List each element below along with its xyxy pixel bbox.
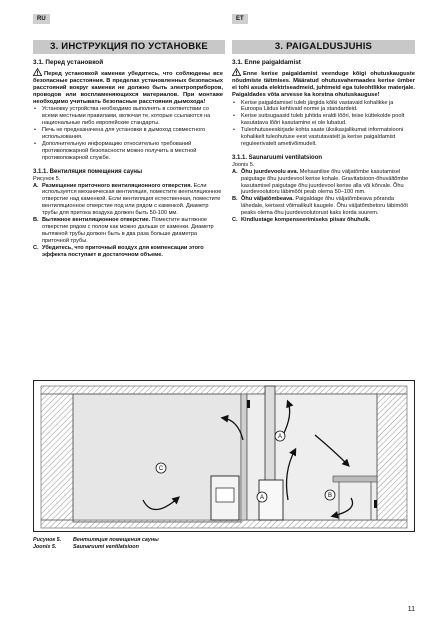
list-item: • Дополнительную информацию относительно требований противопожарной безопасности можно получить в местной противопожарной службе. <box>33 141 223 162</box>
subsection-title: 3.1.1. Вентиляция помещения сауны <box>33 168 143 175</box>
warning-paragraph: Перед установкой каменки убедитесь, что соблюдены все безопасные расстояния. В пределах установленных безопасных расстояний вокруг каменки не должно быть электроприборов, проводов или воспламеняющихся материалов. При монтаже необходимо учитывать безопасные расстояния дымохода! <box>33 68 223 106</box>
subsection-title: 3.1. Перед установкой <box>33 59 104 66</box>
svg-text:B: B <box>327 493 333 500</box>
list-item: • Установку устройства необходимо выполнять в соответствии со всеми местными правилами, включая те, которые ссылаются на национальные либо европейские стандарты. <box>33 106 223 127</box>
section-title-ru: 3. ИНСТРУКЦИЯ ПО УСТАНОВКЕ <box>33 40 225 54</box>
list-item: B. Õhu väljatõmbeava. Paigaldage õhu väljatõmbeava põranda lähedale, kerisest võimalikult kaugele. Õhu väljatõmbetoru läbimõõt peaks olema õhu juurdevoolutorust kaks korda suurem. <box>232 196 408 217</box>
column-et <box>232 60 415 224</box>
list-item: • Tuleohutuseeskirjade kohta saate üksikasjalikumat informatsiooni kohalikelt tuleohutuse eest vastutavatelt ja kerise paigaldamist reguleerivatelt ametivõimudelt. <box>232 127 415 148</box>
section-title-et: 3. PAIGALDUSJUHIS <box>232 40 415 54</box>
bullet-list <box>232 100 415 148</box>
list-item: C. Убедитесь, что приточный воздух для компенсации этого эффекта поступает в достаточном объеме. <box>33 244 204 258</box>
stove-door <box>216 488 234 502</box>
wall-right <box>377 394 407 520</box>
figure-reference: Рисунок 5. <box>33 175 61 182</box>
page-number: 11 <box>407 606 415 613</box>
label-a-lower <box>257 492 267 502</box>
language-tag-ru: RU <box>33 14 50 24</box>
warning-paragraph: Enne kerise paigaldamist veenduge kõigi ohutuskauguste nõudmiste täitmises. Määratud ohutusvahemaades kerise ümber ei tohi asuda elektriseadmeid, juhtmeid ega tuleohtlikke materjale. Paigaldades võta arvesse ka korstna ohutuskauguse! <box>232 68 415 99</box>
svg-text:A: A <box>259 495 265 502</box>
subsection-title: 3.1. Enne paigaldamist <box>232 59 301 66</box>
label-a-upper <box>275 431 285 441</box>
svg-text:A: A <box>277 434 283 441</box>
vent-opening <box>247 400 250 408</box>
list-item: B. Вытяжное вентиляционное отверстие. Поместите вытяжное отверстие рядом с полом как можно дальше от каменки. Диаметр вытяжной трубы должен быть в два раза больше диаметра приточной трубы. <box>33 217 214 244</box>
chimney <box>265 386 275 482</box>
subsection-title: 3.1.1. Saunaruumi ventilatsioon <box>232 154 323 161</box>
vent-opening <box>374 500 377 508</box>
column-ru <box>33 60 223 258</box>
figure-caption: Рисунок 5. Вентиляция помещения сауны Joonis 5. Saunaruumi ventilatsioon <box>33 537 159 550</box>
list-item: A. Õhu juurdevoolu ava. Mehaanilise õhu väljatõmbe kasutamisel paigutage õhu juurdevool kerise kohale. Gravitatsioon-õhuvältõmbe kasutamisel paigutage õhu juurdevool kerise alla või kõrvale. Õhu juurdevoolutoru läbimõõt peab olema 50–100 mm. <box>232 168 409 196</box>
wall-divider <box>241 394 247 520</box>
label-c <box>156 463 166 473</box>
list-item: C. Kindlustage kompenseerimiseks piisav õhuhulk. <box>232 217 371 224</box>
svg-text:C: C <box>158 466 164 473</box>
list-item: A. Размещение приточного вентиляционного отверстия. Если используется механическая вентиляция, поместите вентиляционное отверстие над каменкой. Если вентиляция естественная, поместите вентиляционное отверстие под или рядом с каменкой. Диаметр трубы для притока воздуха должен быть 50-100 мм. <box>33 182 222 217</box>
warning-icon <box>33 68 42 76</box>
list-item: • Kerise paigaldamisel tuleb järgida kõiki vastavaid kohalikke ja Euroopa Liidus kehtivaid norme ja standardeid. <box>232 100 415 114</box>
bullet-list <box>33 106 223 161</box>
ceiling <box>41 386 407 394</box>
wall-left <box>41 394 73 520</box>
label-b <box>325 490 335 500</box>
figure-reference: Joonis 5. <box>232 161 255 168</box>
list-item: • Kerise suitsugaasid tuleb juhtida eraldi lõõri, teise küttekolde poolt kasutatava lõõri kasutamine ei ole lubatud. <box>232 113 415 127</box>
sauna-bench <box>333 476 377 482</box>
language-tag-et: ET <box>232 14 248 24</box>
list-item: • Печь не предназначена для установки в дымоход совместного использования. <box>33 127 223 141</box>
floor <box>41 520 407 528</box>
warning-icon <box>232 68 241 76</box>
sauna-ventilation-diagram <box>33 380 415 532</box>
